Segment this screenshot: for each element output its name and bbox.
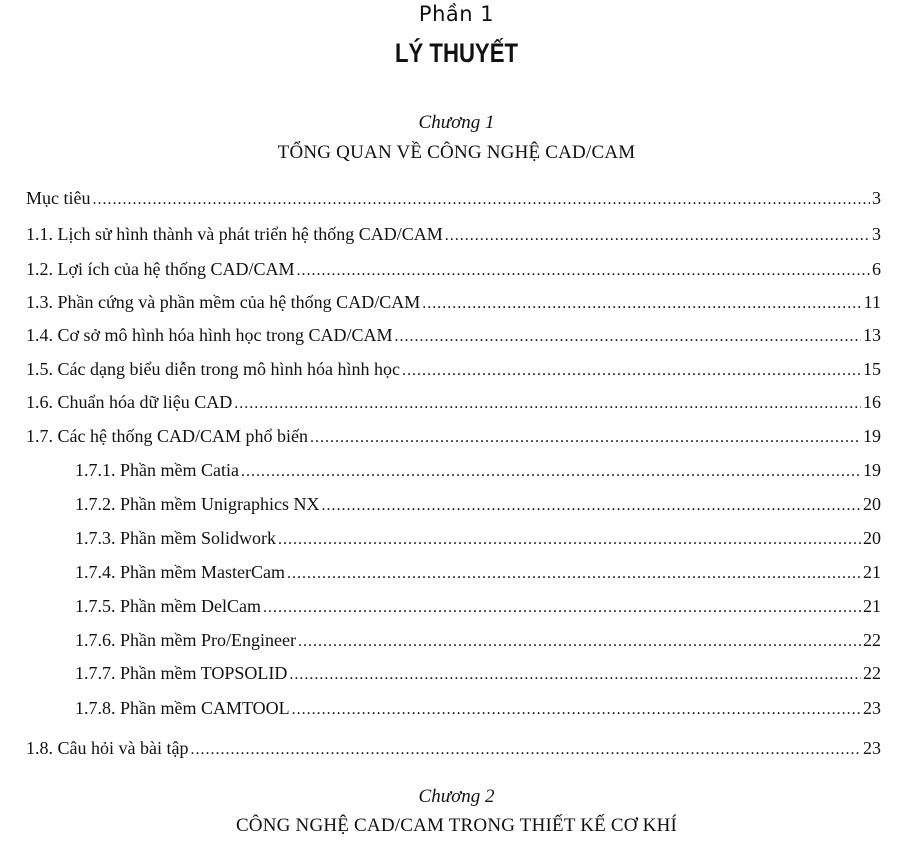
toc-leader-dots <box>241 460 861 484</box>
toc-entry-page: 19 <box>863 426 881 446</box>
toc-leader-dots <box>310 426 861 450</box>
part-label: Phần 1 <box>418 2 495 26</box>
toc-entry <box>26 736 881 760</box>
chapter-1-label: Chương 1 <box>418 112 495 133</box>
toc-entry-title: 1.3. Phần cứng và phần mềm của hệ thống CAD/CAM <box>26 292 421 312</box>
chapter-2-title: CÔNG NGHỆ CAD/CAM TRONG THIẾT KẾ CƠ KHÍ <box>235 815 678 836</box>
toc-entry <box>26 357 881 381</box>
toc-entry-title: Mục tiêu <box>26 188 91 208</box>
toc-entry-title: 1.7.2. Phần mềm Unigraphics NX <box>75 494 320 514</box>
toc-leader-dots <box>445 224 870 248</box>
toc-entry-title: 1.7.3. Phần mềm Solidwork <box>75 528 276 548</box>
toc-entry-page: 15 <box>863 359 881 379</box>
toc-entry-title: 1.8. Câu hỏi và bài tập <box>26 738 189 758</box>
toc-entry-title: 1.7. Các hệ thống CAD/CAM phổ biến <box>26 426 308 446</box>
toc-entry-title: 1.5. Các dạng biểu diễn trong mô hình hóa hình học <box>26 359 400 379</box>
toc-leader-dots <box>402 359 861 383</box>
toc-entry-page: 6 <box>872 259 881 279</box>
toc-subentry <box>75 594 881 618</box>
toc-entry-page: 22 <box>863 630 881 650</box>
toc-subentry <box>75 526 881 550</box>
toc-leader-dots <box>263 596 861 620</box>
toc-leader-dots <box>287 562 861 586</box>
toc-entry-page: 23 <box>863 698 881 718</box>
toc-subentry <box>75 628 881 652</box>
toc-leader-dots <box>93 188 871 212</box>
toc-entry-page: 23 <box>863 738 881 758</box>
toc-entry-title: 1.6. Chuẩn hóa dữ liệu CAD <box>26 392 233 412</box>
toc-entry <box>26 390 881 414</box>
toc-leader-dots <box>297 259 871 283</box>
toc-entry <box>26 222 881 246</box>
chapter-1-title: TỔNG QUAN VỀ CÔNG NGHỆ CAD/CAM <box>277 142 636 163</box>
toc-entry-title: 1.1. Lịch sử hình thành và phát triển hệ thống CAD/CAM <box>26 224 443 244</box>
toc-entry-page: 11 <box>863 292 881 312</box>
toc-leader-dots <box>289 663 861 687</box>
toc-subentry <box>75 492 881 516</box>
toc-entry-page: 20 <box>863 494 881 514</box>
toc-entry-title: 1.7.5. Phần mềm DelCam <box>75 596 261 616</box>
toc-entry-title: 1.2. Lợi ích của hệ thống CAD/CAM <box>26 259 295 279</box>
toc-entry-page: 3 <box>872 224 881 244</box>
toc-leader-dots <box>278 528 861 552</box>
toc-entry-title: 1.7.6. Phần mềm Pro/Engineer <box>75 630 296 650</box>
chapter-2-label: Chương 2 <box>418 786 495 807</box>
toc-entry <box>26 424 881 448</box>
toc-entry-page: 13 <box>863 325 881 345</box>
toc-leader-dots <box>234 392 861 416</box>
toc-subentry <box>75 661 881 685</box>
toc-leader-dots <box>292 698 861 722</box>
toc-entry-title: 1.4. Cơ sở mô hình hóa hình học trong CAD/CAM <box>26 325 393 345</box>
toc-entry-page: 21 <box>863 596 881 616</box>
toc-entry-page: 19 <box>863 460 881 480</box>
toc-entry-title: 1.7.8. Phần mềm CAMTOOL <box>75 698 290 718</box>
toc-entry <box>26 186 881 210</box>
toc-entry <box>26 290 881 314</box>
toc-entry-page: 21 <box>863 562 881 582</box>
toc-entry-title: 1.7.7. Phần mềm TOPSOLID <box>75 663 288 683</box>
part-title: LÝ THUYẾT <box>394 38 518 68</box>
toc-entry-title: 1.7.1. Phần mềm Catia <box>75 460 239 480</box>
toc-entry <box>26 323 881 347</box>
toc-entry-page: 22 <box>863 663 881 683</box>
toc-subentry <box>75 458 881 482</box>
toc-entry-page: 20 <box>863 528 881 548</box>
toc-leader-dots <box>395 325 861 349</box>
toc-entry-page: 16 <box>863 392 881 412</box>
toc-entry <box>26 257 881 281</box>
toc-subentry <box>75 560 881 584</box>
toc-entry-page: 3 <box>872 188 881 208</box>
toc-leader-dots <box>190 738 861 762</box>
toc-entry-title: 1.7.4. Phần mềm MasterCam <box>75 562 285 582</box>
toc-leader-dots <box>321 494 861 518</box>
toc-subentry <box>75 696 881 720</box>
toc-leader-dots <box>422 292 861 316</box>
toc-leader-dots <box>298 630 861 654</box>
